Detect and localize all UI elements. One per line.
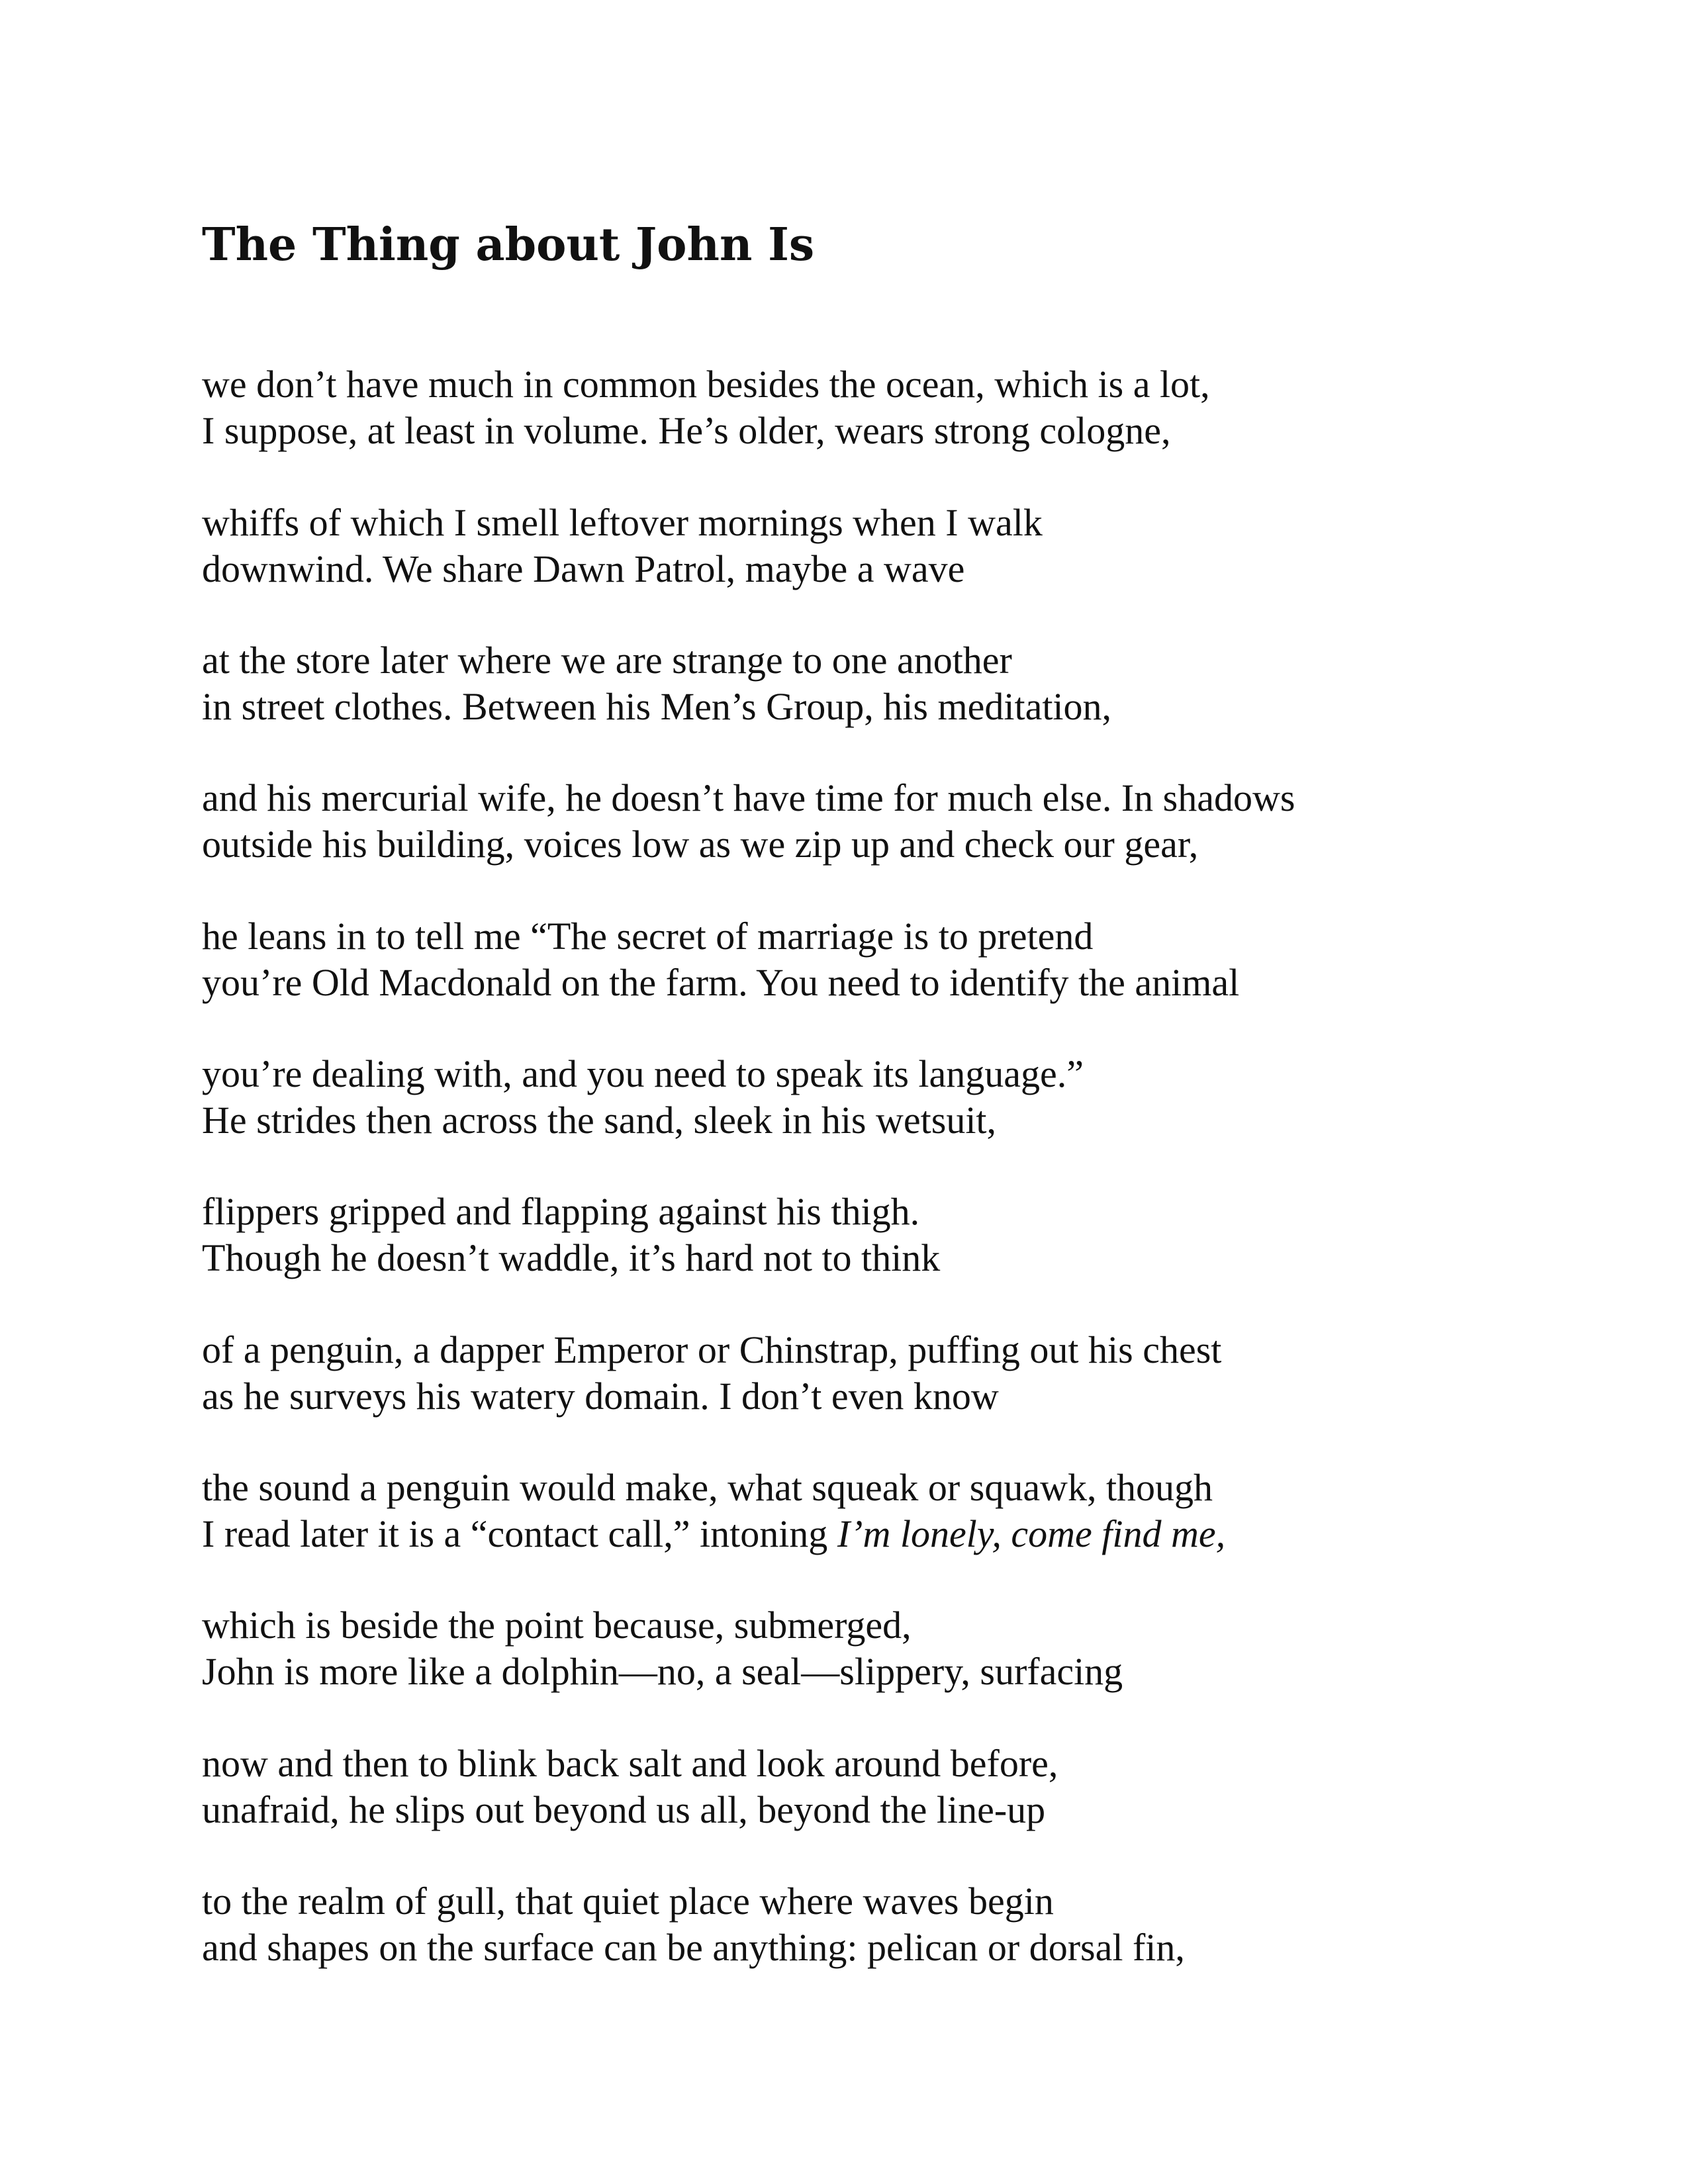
poem-line: as he surveys his watery domain. I don’t even know [202, 1375, 999, 1418]
poem-line: in street clothes. Between his Men’s Group, his meditation, [202, 685, 1112, 728]
poem-line: John is more like a dolphin—no, a seal—slippery, surfacing [202, 1650, 1123, 1693]
poem-line: unafraid, he slips out beyond us all, beyond the line-up [202, 1788, 1046, 1831]
poem-line: now and then to blink back salt and look around before, [202, 1742, 1058, 1785]
poem-line-text: I read later it is a “contact call,” intoning [202, 1512, 837, 1555]
poem-line: at the store later where we are strange to one another [202, 639, 1012, 682]
poem-line: downwind. We share Dawn Patrol, maybe a wave [202, 547, 965, 590]
poem-line: he leans in to tell me “The secret of marriage is to pretend [202, 915, 1094, 958]
poem-line [202, 1511, 1225, 1557]
poem-line: of a penguin, a dapper Emperor or Chinstrap, puffing out his chest [202, 1328, 1222, 1371]
poem-line: the sound a penguin would make, what squeak or squawk, though [202, 1466, 1213, 1509]
poem-line: Though he doesn’t waddle, it’s hard not to think [202, 1236, 941, 1279]
poem-line: which is beside the point because, submerged, [202, 1604, 912, 1647]
poem-line: you’re Old Macdonald on the farm. You need to identify the animal [202, 961, 1240, 1004]
poem-line: I suppose, at least in volume. He’s older, wears strong cologne, [202, 409, 1171, 452]
poem-line: outside his building, voices low as we zip up and check our gear, [202, 823, 1199, 866]
poem-title: The Thing about John Is [202, 218, 815, 271]
poem-line: we don’t have much in common besides the ocean, which is a lot, [202, 363, 1210, 406]
poem-line: He strides then across the sand, sleek in his wetsuit, [202, 1099, 997, 1142]
poem-line: whiffs of which I smell leftover mornings when I walk [202, 501, 1043, 544]
poem-line: and his mercurial wife, he doesn’t have time for much else. In shadows [202, 776, 1295, 819]
poem-line: and shapes on the surface can be anything: pelican or dorsal fin, [202, 1926, 1185, 1969]
poem-line: to the realm of gull, that quiet place where waves begin [202, 1880, 1054, 1923]
poem-line: you’re dealing with, and you need to speak its language.” [202, 1052, 1084, 1095]
italic-phrase: I’m lonely, come find me, [837, 1512, 1226, 1555]
poem-line: flippers gripped and flapping against his thigh. [202, 1190, 920, 1233]
